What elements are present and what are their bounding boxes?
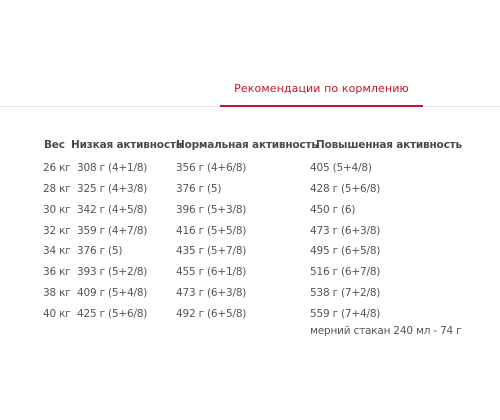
row-high-activity: 405 (5+4/8) xyxy=(310,162,372,174)
column-header-low-activity: Низкая активность xyxy=(71,139,183,151)
row-normal-activity: 473 г (6+3/8) xyxy=(176,287,247,299)
row-weight: 26 кг xyxy=(43,162,71,174)
row-normal-activity: 435 г (5+7/8) xyxy=(176,245,247,257)
measuring-cup-note: мерний стакан 240 мл - 74 г xyxy=(310,325,462,337)
row-normal-activity: 396 г (5+3/8) xyxy=(176,204,247,216)
tab-feeding-recommendations-label: Рекомендации по кормлению xyxy=(234,82,409,95)
row-weight: 28 кг xyxy=(43,183,71,195)
row-low-activity: 359 г (4+7/8) xyxy=(77,225,148,237)
column-header-weight: Вес xyxy=(44,139,65,151)
row-high-activity: 473 г (6+3/8) xyxy=(310,225,381,237)
row-high-activity: 516 г (6+7/8) xyxy=(310,266,381,278)
row-normal-activity: 416 г (5+5/8) xyxy=(176,225,247,237)
row-normal-activity: 455 г (6+1/8) xyxy=(176,266,247,278)
row-weight: 30 кг xyxy=(43,204,71,216)
row-low-activity: 325 г (4+3/8) xyxy=(77,183,148,195)
row-normal-activity: 376 г (5) xyxy=(176,183,222,195)
row-high-activity: 559 г (7+4/8) xyxy=(310,308,381,320)
row-weight: 38 кг xyxy=(43,287,71,299)
row-low-activity: 409 г (5+4/8) xyxy=(77,287,148,299)
row-high-activity: 538 г (7+2/8) xyxy=(310,287,381,299)
row-low-activity: 425 г (5+6/8) xyxy=(77,308,148,320)
tab-feeding-recommendations[interactable] xyxy=(220,74,423,106)
row-normal-activity: 356 г (4+6/8) xyxy=(176,162,247,174)
row-low-activity: 308 г (4+1/8) xyxy=(77,162,148,174)
tab-bar xyxy=(0,0,500,108)
row-weight: 32 кг xyxy=(43,225,71,237)
column-header-normal-activity: Нормальная активность xyxy=(176,139,318,151)
row-normal-activity: 492 г (6+5/8) xyxy=(176,308,247,320)
row-high-activity: 495 г (6+5/8) xyxy=(310,245,381,257)
row-low-activity: 342 г (4+5/8) xyxy=(77,204,148,216)
active-tab-indicator xyxy=(220,105,423,107)
row-weight: 40 кг xyxy=(43,308,71,320)
row-weight: 34 кг xyxy=(43,245,71,257)
row-low-activity: 393 г (5+2/8) xyxy=(77,266,148,278)
row-weight: 36 кг xyxy=(43,266,71,278)
row-high-activity: 450 г (6) xyxy=(310,204,356,216)
row-low-activity: 376 г (5) xyxy=(77,245,123,257)
column-header-high-activity: Повышенная активность xyxy=(316,139,462,151)
row-high-activity: 428 г (5+6/8) xyxy=(310,183,381,195)
